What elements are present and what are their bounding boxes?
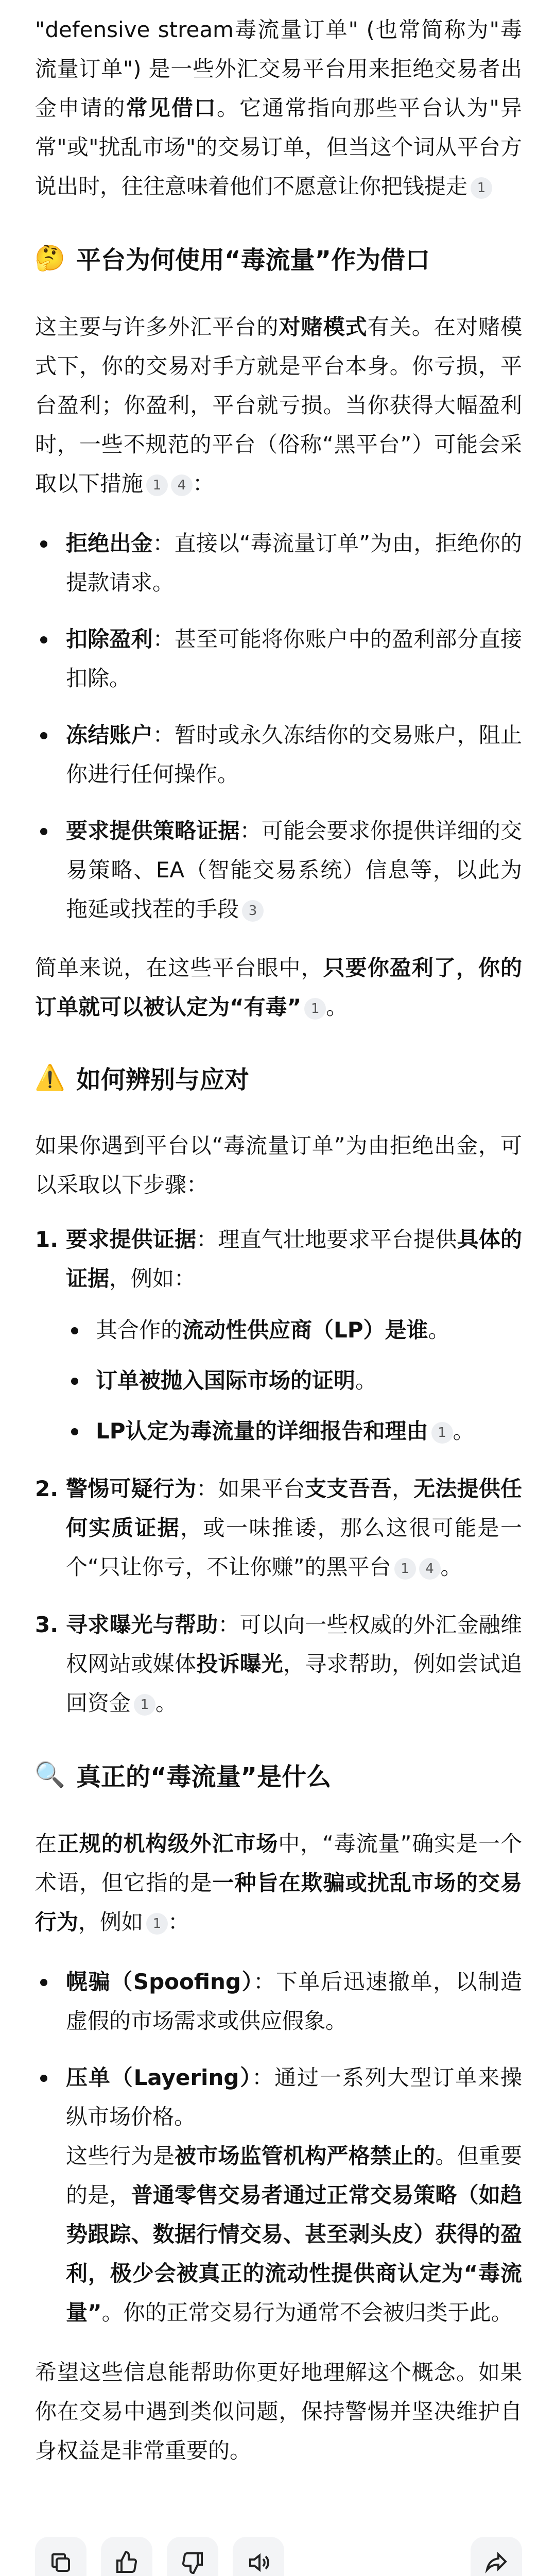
answer-content (35, 10, 522, 2470)
step-item (35, 1220, 522, 1451)
dislike-button[interactable] (167, 2537, 218, 2576)
bold-text: 支支吾吾 (305, 1476, 392, 1501)
message-actions (35, 2537, 284, 2576)
text: ：可能会要求你提供详细的交易策略、EA（智能交易系统）信息等，以此为拖延或找茬的手段 (66, 818, 522, 922)
bold-text: 订单被抛入国际市场的证明 (96, 1368, 356, 1393)
citation-badge[interactable]: 1 (431, 1422, 453, 1444)
bold-text: 投诉曝光 (196, 1651, 283, 1676)
text: ：直接以“毒流量订单”为由，拒绝你的提款请求。 (66, 531, 522, 595)
bold-text: 对赌模式 (279, 314, 368, 340)
citation-badge[interactable]: 1 (394, 1558, 416, 1580)
bold-term: 要求提供策略证据 (66, 818, 240, 843)
sec3-paragraph: 在正规的机构级外汇市场中，“毒流量”确实是一个术语，但它指的是一种旨在欺骗或扰乱市场的交易行为，例如 1 ： (35, 1831, 522, 1935)
bold-term: 要求提供证据 (66, 1227, 197, 1252)
intro-paragraph (35, 10, 522, 206)
intro-text: "defensive stream毒流量订单" (也常简称为"毒流量订单") 是一些外汇交易平台用来拒绝交易者出金申请的 (35, 17, 522, 121)
text: 。 (428, 1317, 450, 1343)
citation-badge[interactable]: 1 (304, 998, 326, 1020)
text: ，例如： (109, 1266, 196, 1291)
section-title: 真正的“毒流量”是什么 (76, 1762, 332, 1791)
closing-paragraph: 希望这些信息能帮助你更好地理解这个概念。如果你在交易中遇到类似问题，保持警惕并坚决维护自身权益是非常重要的。 (35, 2360, 522, 2463)
thinking-face-icon: 🤔 (34, 243, 65, 273)
intro-text-2: 。它通常指向那些平台认为"异常"或"扰乱市场"的交易订单，但当这个词从平台方说出时，往往意味着他们不愿意让你把钱提走 (35, 95, 522, 199)
text: 这些行为是 (66, 2143, 175, 2168)
share-button[interactable] (471, 2537, 522, 2576)
text: ：通过一系列大型订单来操纵市场价格。 (66, 2065, 522, 2129)
text: 其合作的 (96, 1317, 183, 1343)
section-title: 如何辨别与应对 (76, 1065, 250, 1094)
bold-text: 普通零售交易者通过正常交易策略（如趋势跟踪、数据行情交易、甚至剥头皮）获得的盈利，极少会被真正的流动性提供商认定为“毒流量” (66, 2182, 522, 2325)
section-heading-real (35, 1757, 522, 1792)
text: ：如果平台 (196, 1476, 305, 1501)
text: 。 (355, 1368, 377, 1393)
bold-text: 被市场监管机构严格禁止的 (175, 2143, 436, 2168)
bold-text: 正规的机构级外汇市场 (57, 1831, 279, 1856)
list-item (35, 2058, 522, 2332)
steps-list (35, 1220, 522, 1723)
text: 有关。在对赌模式下，你的交易对手方就是平台本身。你亏损，平台盈利；你盈利，平台就亏损。当你获得大幅盈利时，一些不规范的平台（俗称“黑平台”）可能会采取以下措施 (35, 314, 522, 496)
manipulation-list (35, 1962, 522, 2332)
bold-text: 无法提供任何实质证据 (66, 1476, 522, 1540)
bold-text: 具体的证据 (66, 1227, 522, 1291)
citation-badge[interactable]: 1 (134, 1694, 155, 1716)
sec1-paragraph: 这主要与许多外汇平台的对赌模式有关。在对赌模式下，你的交易对手方就是平台本身。你亏损，平台盈利；你盈利，平台就亏损。当你获得大幅盈利时，一些不规范的平台（俗称“黑平台”）可能会采取以下措施 1 4 ： (35, 314, 522, 496)
text: ：下单后迅速撤单，以制造虚假的市场需求或供应假象。 (66, 1969, 522, 2033)
bold-text: 只要你盈利了，你的订单就可以被认定为“有毒” (35, 955, 522, 1020)
bold-text: LP认定为毒流量的详细报告和理由 (96, 1418, 428, 1444)
bold-term: 冻结账户 (66, 722, 153, 748)
section-heading-how (35, 1060, 522, 1095)
citation-badge[interactable]: 1 (471, 177, 492, 199)
magnifier-icon: 🔍 (34, 1760, 65, 1789)
measures-list (35, 524, 522, 929)
section-heading-why (35, 240, 522, 276)
bold-text: 一种旨在欺骗或扰乱市场的交易行为 (35, 1870, 522, 1935)
text: 中，“毒流量”确实是一个术语，但它指的是 (35, 1831, 522, 1895)
thumbs-up-icon (114, 2550, 139, 2575)
bold-term: 寻求曝光与帮助 (66, 1612, 218, 1637)
text: ：甚至可能将你账户中的盈利部分直接扣除。 (66, 626, 522, 691)
sec2-intro: 如果你遇到平台以“毒流量订单”为由拒绝出金，可以采取以下步骤： (35, 1133, 522, 1197)
step-item: 2. 警惕可疑行为：如果平台支支吾吾，无法提供任何实质证据，或一味推诿，那么这很可能是一个“只让你亏，不让你赚”的黑平台 1 4 。 (35, 1469, 522, 1587)
text: 这主要与许多外汇平台的 (35, 314, 279, 340)
thumbs-down-icon (180, 2550, 205, 2575)
step-number: 3. (35, 1612, 59, 1637)
text: 。你的正常交易行为通常不会被归类于此。 (101, 2300, 513, 2325)
step-number: 2. (35, 1476, 59, 1501)
bold-text: 流动性供应商（LP）是谁 (182, 1317, 428, 1343)
text: ：可以向一些权威的外汇金融维权网站或媒体 (66, 1612, 522, 1676)
sec1-summary: 简单来说，在这些平台眼中，只要你盈利了，你的订单就可以被认定为“有毒” 1 。 (35, 955, 522, 1020)
text: 在 (35, 1831, 57, 1856)
text: ：暂时或永久冻结你的交易账户，阻止你进行任何操作。 (66, 722, 522, 787)
warning-icon: ⚠️ (34, 1063, 65, 1092)
text: ：理直气壮地要求平台提供 (196, 1227, 457, 1252)
citation-badge[interactable]: 3 (242, 900, 264, 922)
read-aloud-button[interactable] (233, 2537, 284, 2576)
text: ，或一味推诿，那么这很可能是一个“只让你亏，不让你赚”的黑平台 (66, 1515, 522, 1580)
bold-term: 压单（Layering） (66, 2065, 252, 2090)
copy-icon (48, 2550, 73, 2575)
speaker-icon (246, 2550, 271, 2575)
bold-term: 幌骗（Spoofing） (66, 1969, 254, 1994)
step-number: 1. (35, 1227, 59, 1252)
evidence-list (66, 1311, 522, 1451)
share-icon (484, 2550, 509, 2575)
like-button[interactable] (101, 2537, 152, 2576)
bold-term: 警惕可疑行为 (66, 1476, 197, 1501)
section-title: 平台为何使用“毒流量”作为借口 (76, 246, 430, 275)
text: ， (391, 1476, 414, 1501)
text: 简单来说，在这些平台眼中， (35, 955, 323, 980)
list-item (35, 620, 522, 698)
list-item (66, 1311, 522, 1350)
citation-badge[interactable]: 1 (146, 474, 168, 496)
list-item (35, 524, 522, 602)
list-item (35, 811, 522, 929)
citation-badge[interactable]: 4 (171, 474, 193, 496)
bold-term: 拒绝出金 (66, 531, 153, 556)
intro-bold: 常见借口 (126, 95, 217, 121)
list-item: LP认定为毒流量的详细报告和理由 1 。 (66, 1412, 522, 1451)
text: ，寻求帮助，例如尝试追回资金 (66, 1651, 522, 1716)
copy-button[interactable] (35, 2537, 86, 2576)
step-item: 3. 寻求曝光与帮助：可以向一些权威的外汇金融维权网站或媒体投诉曝光，寻求帮助，例如尝试追回资金 1 。 (35, 1605, 522, 1723)
list-item (66, 1361, 522, 1400)
text: ，例如 (78, 1909, 144, 1935)
citation-badge[interactable]: 1 (146, 1913, 168, 1935)
citation-badge[interactable]: 4 (419, 1558, 441, 1580)
list-item (35, 1962, 522, 2041)
list-item (35, 716, 522, 794)
bold-term: 扣除盈利 (66, 626, 153, 652)
text: 。但重要的是， (66, 2143, 522, 2208)
